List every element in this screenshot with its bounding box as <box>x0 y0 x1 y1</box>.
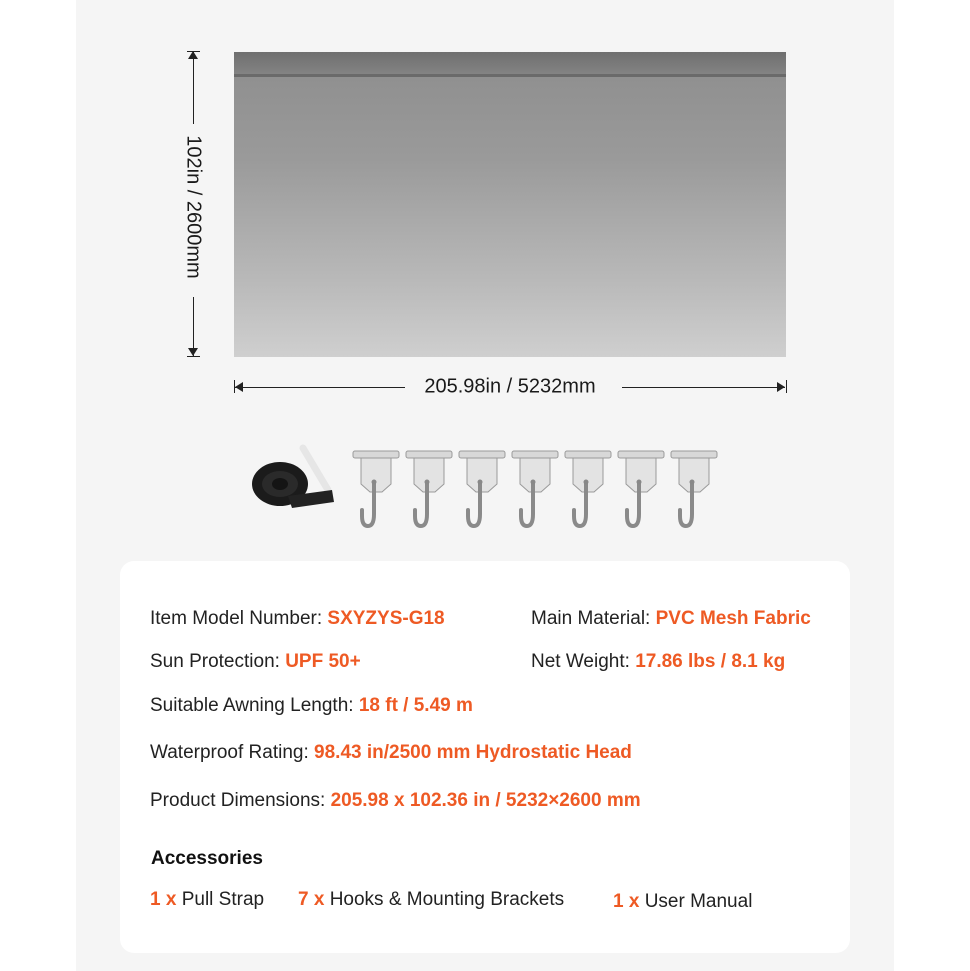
accessory-name: Pull Strap <box>176 889 265 910</box>
accessory-name: Hooks & Mounting Brackets <box>324 889 565 910</box>
spec-value: SXYZYS-G18 <box>327 608 445 629</box>
width-dimension-line-left <box>235 387 405 388</box>
height-arrow-bottom <box>188 348 198 356</box>
width-dimension-cap-right <box>786 380 787 393</box>
spec-label: Waterproof Rating: <box>150 742 315 763</box>
spec-net-weight <box>531 651 785 673</box>
spec-label: Product Dimensions: <box>150 790 331 811</box>
width-arrow-right <box>777 382 785 392</box>
accessory-qty: 7 x <box>298 889 325 910</box>
spec-waterproof-rating <box>150 742 632 764</box>
spec-product-dimensions <box>150 790 641 812</box>
awning-seam <box>234 74 786 77</box>
spec-label: Net Weight: <box>531 651 636 672</box>
awning-image <box>234 52 786 357</box>
width-dimension-line-right <box>622 387 785 388</box>
hook-icon <box>511 448 559 536</box>
hook-icon <box>564 448 612 536</box>
spec-label: Item Model Number: <box>150 608 328 629</box>
spec-value: 98.43 in/2500 mm Hydrostatic Head <box>314 742 632 763</box>
spec-value: 205.98 x 102.36 in / 5232×2600 mm <box>330 790 641 811</box>
spec-main-material <box>531 608 811 630</box>
accessory-pull-strap <box>150 889 264 911</box>
height-dimension-line-top <box>193 52 194 124</box>
hook-icon <box>617 448 665 536</box>
accessory-user-manual <box>613 891 752 913</box>
width-dimension-label: 205.98in / 5232mm <box>424 375 596 398</box>
spec-sun-protection <box>150 651 361 673</box>
accessories-title: Accessories <box>151 848 263 869</box>
spec-label: Suitable Awning Length: <box>150 695 359 716</box>
spec-value: PVC Mesh Fabric <box>655 608 811 629</box>
height-dimension-label: 102in / 2600mm <box>182 135 205 279</box>
accessory-hooks <box>298 889 564 911</box>
hook-icon <box>405 448 453 536</box>
spec-label: Main Material: <box>531 608 656 629</box>
spec-value: 17.86 lbs / 8.1 kg <box>635 651 786 672</box>
accessory-qty: 1 x <box>150 889 177 910</box>
spec-label: Sun Protection: <box>150 651 286 672</box>
spec-value: UPF 50+ <box>285 651 361 672</box>
hook-icon <box>352 448 400 536</box>
hook-icon <box>458 448 506 536</box>
hook-icon <box>670 448 718 536</box>
spec-value: 18 ft / 5.49 m <box>358 695 473 716</box>
height-dimension-cap-bottom <box>187 356 200 357</box>
accessory-qty: 1 x <box>613 891 640 912</box>
accessory-name: User Manual <box>639 891 753 912</box>
awning-top-band <box>234 52 786 76</box>
pull-strap-icon <box>248 440 338 520</box>
spec-item-model-number <box>150 608 445 630</box>
spec-suitable-awning-length <box>150 695 473 717</box>
